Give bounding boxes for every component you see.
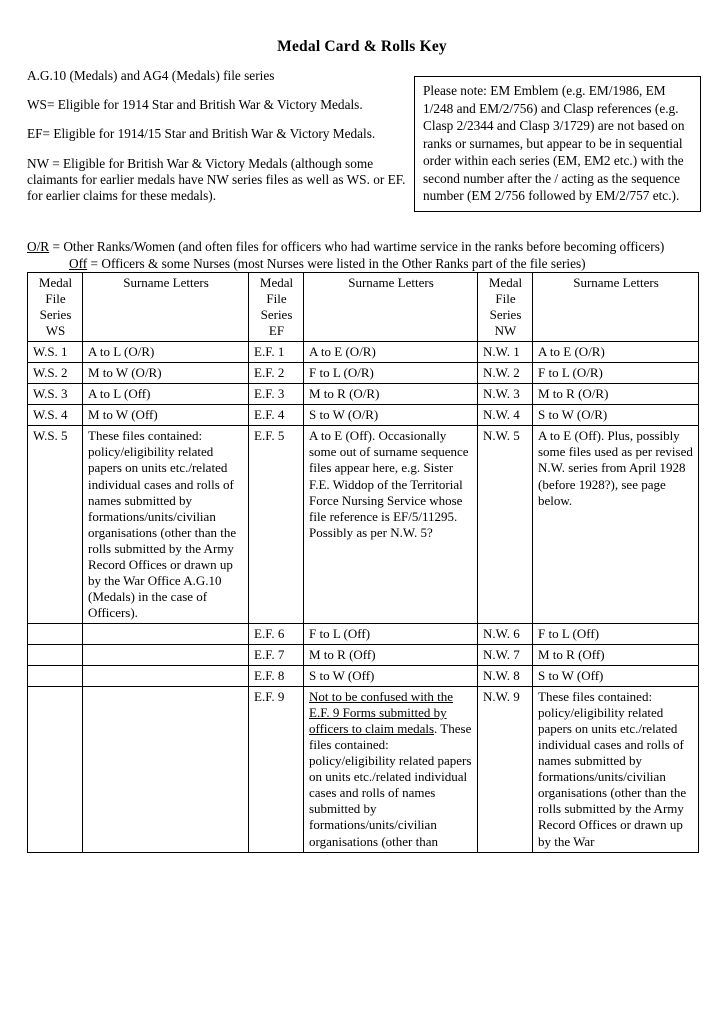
header-ws-line3: Series [39, 307, 72, 323]
header-nw-line3: Series [489, 307, 522, 323]
cell-ws-series: W.S. 4 [28, 405, 83, 426]
cell-nw-series: N.W. 8 [478, 666, 533, 687]
header-ws-surname: Surname Letters [83, 273, 249, 342]
cell-nw-letters: S to W (Off) [533, 666, 699, 687]
off-definition: = Officers & some Nurses (most Nurses were listed in the Other Ranks part of the file series) [87, 256, 586, 272]
cell-ws-letters [83, 666, 249, 687]
cell-ws-letters: M to W (Off) [83, 405, 249, 426]
header-ef-line3: Series [260, 307, 293, 323]
cell-ws-letters: M to W (O/R) [83, 363, 249, 384]
table-row [28, 623, 699, 644]
cell-ef-letters: S to W (Off) [304, 666, 478, 687]
header-nw-line4: NW [494, 323, 517, 339]
cell-ef-letters: M to R (O/R) [304, 384, 478, 405]
header-ws-line2: File [45, 291, 66, 307]
off-abbreviation: Off [69, 256, 88, 272]
cell-ws-series: W.S. 2 [28, 363, 83, 384]
definitions-section [27, 238, 699, 272]
cell-nw-letters: M to R (Off) [533, 644, 699, 665]
cell-ws-letters: A to L (Off) [83, 384, 249, 405]
cell-nw-letters: These files contained: policy/eligibility related papers on units etc./related individual cases and rolls of names submitted by formations/units/civilian organisations (other than the rolls submitted by the Army Record Offices or drawn up by the War [533, 687, 699, 852]
cell-nw-letters: F to L (Off) [533, 623, 699, 644]
cell-nw-series: N.W. 6 [478, 623, 533, 644]
cell-nw-series: N.W. 7 [478, 644, 533, 665]
cell-ef-letters: M to R (Off) [304, 644, 478, 665]
header-nw-line1: Medal [488, 275, 523, 290]
cell-nw-series: N.W. 2 [478, 363, 533, 384]
cell-nw-letters: M to R (O/R) [533, 384, 699, 405]
please-note-box [414, 76, 701, 212]
cell-ws-series [28, 623, 83, 644]
cell-nw-letters: S to W (O/R) [533, 405, 699, 426]
cell-nw-letters: A to E (Off). Plus, possibly some files used as per revised N.W. series from April 1928 (before 1928?), see page below. [533, 426, 699, 624]
cell-ws-series: W.S. 3 [28, 384, 83, 405]
intro-section [27, 68, 412, 217]
header-ef-surname: Surname Letters [304, 273, 478, 342]
table-row [28, 363, 699, 384]
cell-ef-letters: F to L (O/R) [304, 363, 478, 384]
cell-ws-letters [83, 687, 249, 852]
cell-ef-letters-mixed [304, 687, 478, 852]
intro-paragraph-nw: NW = Eligible for British War & Victory Medals (although some claimants for earlier medals have NW series files as well as WS. or EF. for earlier claims for these medals). [27, 155, 406, 204]
header-ws-line4: WS [45, 323, 66, 339]
table-row [28, 666, 699, 687]
cell-ef-letters: A to E (O/R) [304, 342, 478, 363]
cell-ws-letters [83, 644, 249, 665]
cell-ws-series [28, 644, 83, 665]
cell-ws-letters [83, 623, 249, 644]
cell-ws-series: W.S. 1 [28, 342, 83, 363]
cell-nw-series: N.W. 5 [478, 426, 533, 624]
cell-ef-letters: A to E (Off). Occasionally some out of surname sequence files appear here, e.g. Sister F.E. Widdop of the Territorial Force Nursing Service whose file reference is EF/5/11295. Possibly as per N.W. 5? [304, 426, 478, 624]
table-row [28, 687, 699, 852]
cell-ef-series: E.F. 3 [249, 384, 304, 405]
intro-paragraph-ef: EF= Eligible for 1914/15 Star and British War & Victory Medals. [27, 126, 376, 142]
or-definition: = Other Ranks/Women (and often files for officers who had wartime service in the ranks before becoming officers) [49, 239, 665, 254]
header-ws-line1: Medal [38, 275, 73, 290]
please-note-text: Please note: EM Emblem (e.g. EM/1986, EM 1/248 and EM/2/756) and Clasp references (e.g. Clasp 2/2344 and Clasp 3/1729) are not based on ranks or surnames, but appear to be in sequential order within each series (EM, EM2 etc.) with the second number after the / acting as the sequence number (EM 2/756 followed by EM/2/757 etc.). [423, 83, 685, 204]
cell-nw-letters: A to E (O/R) [533, 342, 699, 363]
intro-paragraph-ws: WS= Eligible for 1914 Star and British War & Victory Medals. [27, 97, 363, 113]
cell-ef-series: E.F. 7 [249, 644, 304, 665]
table-row [28, 384, 699, 405]
header-nw-series [478, 273, 533, 342]
cell-nw-letters: F to L (O/R) [533, 363, 699, 384]
cell-ef-series: E.F. 4 [249, 405, 304, 426]
cell-ef-series: E.F. 8 [249, 666, 304, 687]
cell-ef-series: E.F. 2 [249, 363, 304, 384]
cell-ws-letters: These files contained: policy/eligibility related papers on units etc./related individual cases and rolls of names submitted by formations/units/civilian organisations (other than the rolls submitted by the Army Record Offices or drawn up by the War Office A.G.10 (Medals) in the case of Officers). [83, 426, 249, 624]
cell-ws-series [28, 666, 83, 687]
table-row [28, 405, 699, 426]
page-title: Medal Card & Rolls Key [277, 38, 447, 55]
header-ef-line1: Medal [259, 275, 294, 290]
table-row [28, 644, 699, 665]
cell-ef-series: E.F. 1 [249, 342, 304, 363]
cell-nw-series: N.W. 3 [478, 384, 533, 405]
definitions-line [27, 238, 699, 272]
table-header-row [28, 273, 699, 342]
or-abbreviation: O/R [27, 239, 50, 254]
header-ef-series [249, 273, 304, 342]
header-ef-line2: File [266, 291, 287, 307]
ef9-underlined-note: Not to be confused with the E.F. 9 Forms submitted by officers to claim medals [309, 689, 454, 737]
cell-ef-series: E.F. 5 [249, 426, 304, 624]
cell-ef-series: E.F. 6 [249, 623, 304, 644]
header-ef-line4: EF [268, 323, 285, 339]
cell-nw-series: N.W. 4 [478, 405, 533, 426]
ef9-rest-text: . These files contained: policy/eligibility related papers on units etc./related individual cases and rolls of names submitted by formations/units/civilian organisations (other than [309, 721, 472, 849]
cell-ef-series: E.F. 9 [249, 687, 304, 852]
cell-nw-series: N.W. 1 [478, 342, 533, 363]
table-row [28, 342, 699, 363]
cell-ef-letters: S to W (O/R) [304, 405, 478, 426]
header-nw-surname: Surname Letters [533, 273, 699, 342]
cell-ws-series: W.S. 5 [28, 426, 83, 624]
intro-paragraph-file-series: A.G.10 (Medals) and AG4 (Medals) file series [27, 68, 275, 83]
table-row [28, 426, 699, 624]
cell-ws-letters: A to L (O/R) [83, 342, 249, 363]
medal-series-table [27, 272, 699, 853]
cell-ws-series [28, 687, 83, 852]
header-nw-line2: File [495, 291, 516, 307]
cell-nw-series: N.W. 9 [478, 687, 533, 852]
cell-ef-letters: F to L (Off) [304, 623, 478, 644]
header-ws-series [28, 273, 83, 342]
